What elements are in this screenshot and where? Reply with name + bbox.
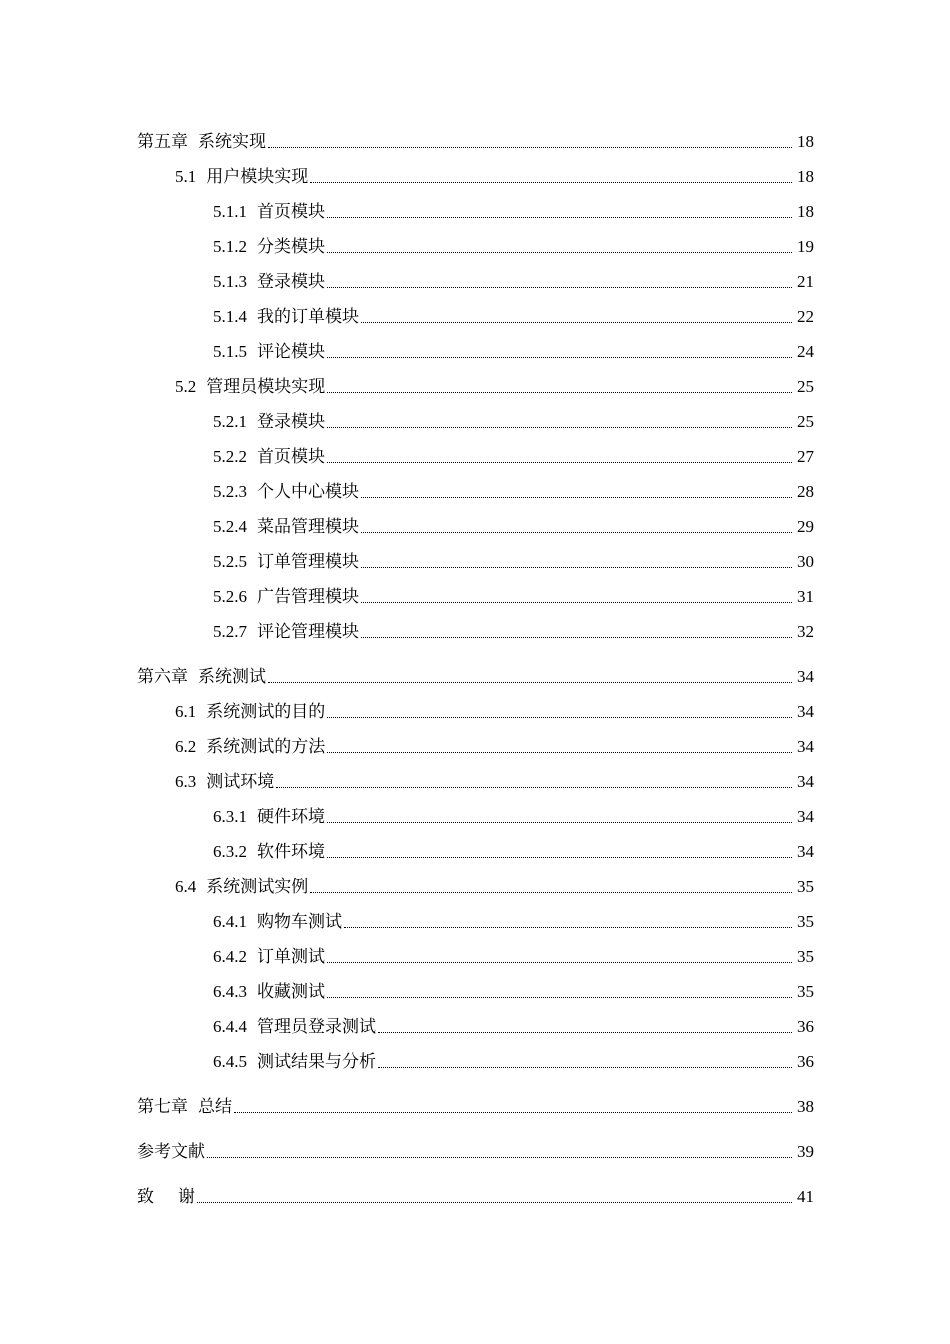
- dot-leader: [327, 357, 792, 358]
- toc-entry-page-number: 34: [797, 702, 814, 721]
- toc-entry-title: 首页模块: [257, 447, 325, 466]
- toc-entry-number: 5.2.5: [213, 552, 247, 571]
- dot-leader: [361, 602, 792, 603]
- toc-entry-title: 首页模块: [257, 202, 325, 221]
- toc-entry-page-number: 31: [797, 587, 814, 606]
- toc-entry[interactable]: [137, 579, 814, 614]
- toc-entry-page-number: 19: [797, 237, 814, 256]
- toc-entry-title: 软件环境: [257, 842, 325, 861]
- dot-leader: [327, 857, 792, 858]
- toc-entry-title: 订单管理模块: [257, 552, 359, 571]
- toc-entry-number: 5.2.3: [213, 482, 247, 501]
- toc-entry-title: 系统实现: [198, 132, 266, 151]
- toc-entry-number: 5.1.4: [213, 307, 247, 326]
- toc-entry-number: 5.2: [175, 377, 197, 396]
- toc-entry-number: 6.4.4: [213, 1017, 247, 1036]
- toc-entry-title: 用户模块实现: [206, 167, 309, 186]
- toc-entry-number: 6.3: [175, 772, 197, 791]
- toc-entry-title: 评论管理模块: [257, 622, 359, 641]
- toc-entry-title: 谢: [178, 1187, 195, 1206]
- toc-entry-number: 6.3.1: [213, 807, 247, 826]
- toc-entry-title: 分类模块: [257, 237, 325, 256]
- toc-entry-page-number: 21: [797, 272, 814, 291]
- toc-entry[interactable]: [137, 124, 814, 159]
- table-of-contents: [137, 124, 814, 1214]
- toc-entry[interactable]: [137, 159, 814, 194]
- toc-entry-title: 订单测试: [257, 947, 325, 966]
- dot-leader: [234, 1112, 792, 1113]
- toc-entry-title: 系统测试: [198, 667, 266, 686]
- dot-leader: [327, 427, 792, 428]
- toc-entry-title: 登录模块: [257, 272, 325, 291]
- toc-entry-page-number: 34: [797, 737, 814, 756]
- toc-entry-title: 测试环境: [206, 772, 275, 791]
- dot-leader: [310, 892, 792, 893]
- toc-entry[interactable]: [137, 404, 814, 439]
- toc-entry-page-number: 18: [797, 167, 814, 186]
- toc-entry-title: 参考文献: [137, 1142, 205, 1161]
- toc-entry-number: 5.2.7: [213, 622, 247, 641]
- toc-entry-page-number: 25: [797, 412, 814, 431]
- dot-leader: [327, 392, 792, 393]
- toc-entry[interactable]: [137, 764, 814, 799]
- toc-entry-page-number: 25: [797, 377, 814, 396]
- toc-entry-page-number: 35: [797, 982, 814, 1001]
- dot-leader: [327, 252, 792, 253]
- toc-entry-page-number: 24: [797, 342, 814, 361]
- toc-entry[interactable]: [137, 439, 814, 474]
- toc-entry[interactable]: [137, 694, 814, 729]
- toc-entry-number: 第六章: [137, 667, 188, 686]
- dot-leader: [197, 1202, 792, 1203]
- toc-entry[interactable]: [137, 1089, 814, 1124]
- toc-entry-page-number: 18: [797, 202, 814, 221]
- toc-entry-number: 6.2: [175, 737, 197, 756]
- toc-entry-number: 6.4.3: [213, 982, 247, 1001]
- toc-entry[interactable]: [137, 1044, 814, 1079]
- dot-leader: [327, 217, 792, 218]
- toc-entry-number: 致: [137, 1187, 154, 1206]
- toc-entry-page-number: 39: [797, 1142, 814, 1161]
- dot-leader: [327, 462, 792, 463]
- toc-entry[interactable]: [137, 369, 814, 404]
- toc-entry-title: 评论模块: [257, 342, 325, 361]
- toc-entry-page-number: 35: [797, 877, 814, 896]
- toc-entry-title: 总结: [198, 1097, 232, 1116]
- toc-entry-title: 管理员登录测试: [257, 1017, 376, 1036]
- dot-leader: [310, 182, 792, 183]
- toc-entry-page-number: 41: [797, 1187, 814, 1206]
- dot-leader: [361, 637, 792, 638]
- toc-entry-number: 6.4.5: [213, 1052, 247, 1071]
- toc-entry[interactable]: [137, 1009, 814, 1044]
- toc-entry-number: 5.2.1: [213, 412, 247, 431]
- toc-entry-title: 收藏测试: [257, 982, 325, 1001]
- toc-entry-page-number: 28: [797, 482, 814, 501]
- dot-leader: [361, 497, 792, 498]
- toc-entry-page-number: 36: [797, 1052, 814, 1071]
- toc-entry[interactable]: [137, 659, 814, 694]
- toc-entry-number: 5.1.3: [213, 272, 247, 291]
- toc-entry-title: 购物车测试: [257, 912, 342, 931]
- dot-leader: [327, 997, 792, 998]
- toc-entry-page-number: 29: [797, 517, 814, 536]
- toc-entry-number: 6.4: [175, 877, 197, 896]
- toc-entry[interactable]: [137, 299, 814, 334]
- dot-leader: [378, 1032, 792, 1033]
- dot-leader: [327, 287, 792, 288]
- dot-leader: [361, 567, 792, 568]
- dot-leader: [327, 962, 792, 963]
- toc-entry-number: 5.2.2: [213, 447, 247, 466]
- toc-entry-title: 菜品管理模块: [257, 517, 359, 536]
- toc-entry-page-number: 27: [797, 447, 814, 466]
- toc-entry-page-number: 34: [797, 772, 814, 791]
- toc-entry[interactable]: [137, 1179, 814, 1214]
- toc-entry-number: 6.4.1: [213, 912, 247, 931]
- toc-entry-title: 硬件环境: [257, 807, 325, 826]
- toc-entry-title: 系统测试的方法: [206, 737, 326, 756]
- toc-entry-title: 系统测试实例: [206, 877, 309, 896]
- toc-entry[interactable]: [137, 474, 814, 509]
- toc-entry[interactable]: [137, 334, 814, 369]
- toc-entry-page-number: 34: [797, 667, 814, 686]
- toc-entry-title: 管理员模块实现: [206, 377, 326, 396]
- dot-leader: [327, 822, 792, 823]
- toc-entry-page-number: 22: [797, 307, 814, 326]
- toc-entry-title: 广告管理模块: [257, 587, 359, 606]
- dot-leader: [361, 322, 792, 323]
- toc-entry[interactable]: [137, 729, 814, 764]
- toc-entry-page-number: 35: [797, 912, 814, 931]
- dot-leader: [268, 147, 792, 148]
- toc-entry[interactable]: [137, 834, 814, 869]
- dot-leader: [344, 927, 792, 928]
- toc-entry-number: 6.1: [175, 702, 197, 721]
- toc-entry-number: 5.2.4: [213, 517, 247, 536]
- toc-entry-number: 5.1: [175, 167, 197, 186]
- toc-entry[interactable]: [137, 869, 814, 904]
- toc-entry[interactable]: [137, 544, 814, 579]
- toc-entry-title: 我的订单模块: [257, 307, 359, 326]
- toc-entry-number: 5.1.5: [213, 342, 247, 361]
- toc-entry[interactable]: [137, 509, 814, 544]
- toc-entry-page-number: 32: [797, 622, 814, 641]
- dot-leader: [327, 717, 792, 718]
- toc-entry-title: 登录模块: [257, 412, 325, 431]
- toc-entry-number: 6.4.2: [213, 947, 247, 966]
- toc-entry[interactable]: [137, 974, 814, 1009]
- dot-leader: [276, 787, 792, 788]
- toc-entry-page-number: 38: [797, 1097, 814, 1116]
- dot-leader: [327, 752, 792, 753]
- toc-entry-title: 个人中心模块: [257, 482, 359, 501]
- toc-entry[interactable]: [137, 194, 814, 229]
- toc-entry-page-number: 30: [797, 552, 814, 571]
- toc-entry-title: 系统测试的目的: [206, 702, 326, 721]
- toc-entry[interactable]: [137, 264, 814, 299]
- toc-entry-number: 第七章: [137, 1097, 188, 1116]
- toc-entry-number: 5.1.1: [213, 202, 247, 221]
- toc-entry-number: 5.2.6: [213, 587, 247, 606]
- toc-entry[interactable]: [137, 939, 814, 974]
- toc-entry-number: 第五章: [137, 132, 188, 151]
- toc-entry-number: 5.1.2: [213, 237, 247, 256]
- toc-entry[interactable]: [137, 1134, 814, 1169]
- toc-entry-page-number: 36: [797, 1017, 814, 1036]
- dot-leader: [207, 1157, 792, 1158]
- toc-entry-page-number: 34: [797, 807, 814, 826]
- toc-entry-page-number: 35: [797, 947, 814, 966]
- toc-entry-title: 测试结果与分析: [257, 1052, 376, 1071]
- dot-leader: [361, 532, 792, 533]
- toc-entry-page-number: 18: [797, 132, 814, 151]
- dot-leader: [378, 1067, 792, 1068]
- toc-entry-number: 6.3.2: [213, 842, 247, 861]
- dot-leader: [268, 682, 792, 683]
- toc-entry[interactable]: [137, 614, 814, 649]
- toc-entry[interactable]: [137, 799, 814, 834]
- toc-entry[interactable]: [137, 229, 814, 264]
- toc-entry[interactable]: [137, 904, 814, 939]
- toc-entry-page-number: 34: [797, 842, 814, 861]
